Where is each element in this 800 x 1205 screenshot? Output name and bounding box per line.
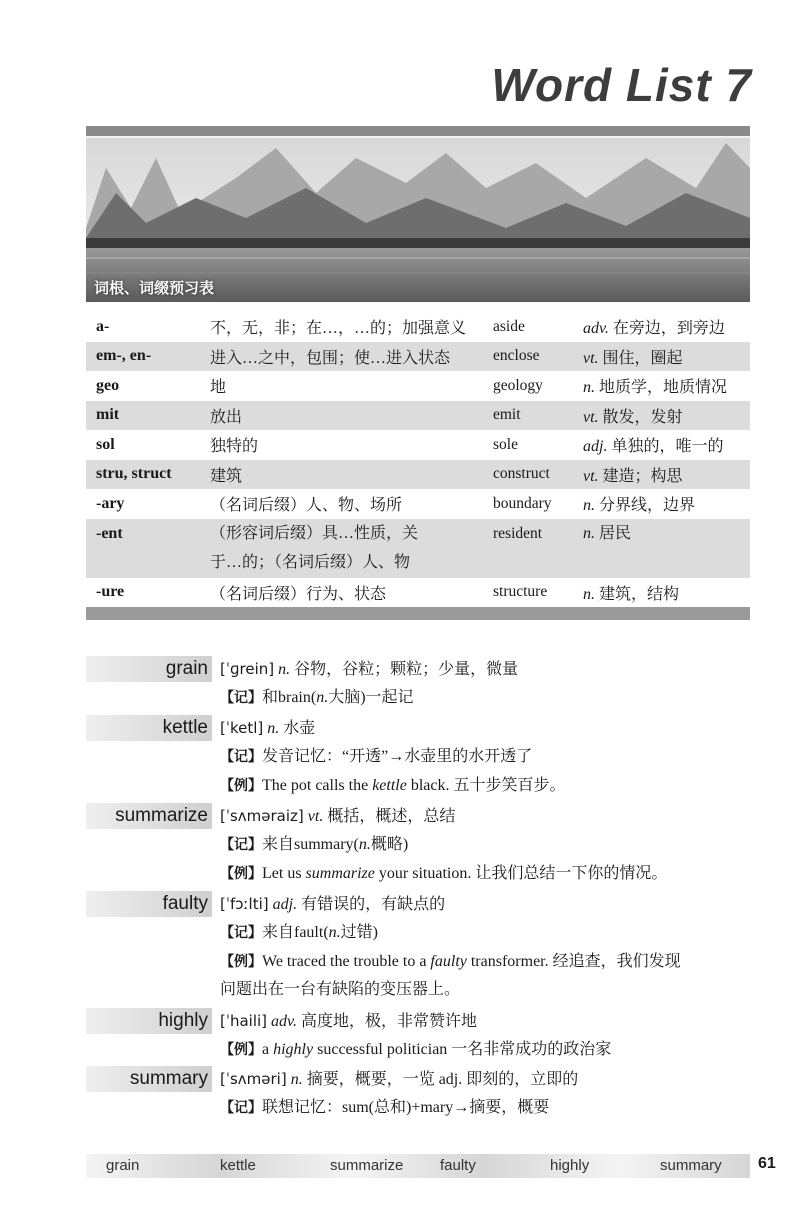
entry-definition bbox=[220, 891, 445, 918]
footer-word: summarize bbox=[330, 1157, 404, 1174]
note-text: 联想记忆：sum(总和)+mary→摘要，概要 bbox=[262, 1099, 550, 1116]
note-tag: 【记】 bbox=[220, 925, 262, 941]
def-text: 水壶 bbox=[283, 720, 316, 737]
root-cell: em-, en- bbox=[86, 342, 206, 372]
entry-example bbox=[220, 1037, 611, 1063]
table-row bbox=[86, 371, 750, 401]
headword: kettle bbox=[86, 715, 212, 741]
example-text: We traced the trouble to a bbox=[262, 953, 431, 970]
table-row bbox=[86, 578, 750, 608]
example-tag: 【例】 bbox=[220, 1042, 262, 1058]
pos-label: adj. bbox=[583, 438, 608, 456]
note-text: 发音记忆：“开透”→水壶里的水开透了 bbox=[262, 748, 533, 765]
entry-definition bbox=[220, 1066, 578, 1093]
pos-label: adj. bbox=[272, 896, 298, 913]
example-word-cell: sole bbox=[493, 435, 518, 453]
example-word-cell: aside bbox=[493, 317, 525, 335]
example-def-cell bbox=[579, 460, 750, 490]
entry-note bbox=[220, 832, 408, 858]
table-row bbox=[86, 519, 750, 578]
pos-label: vt. bbox=[307, 808, 324, 825]
example-word-cell: emit bbox=[489, 401, 579, 431]
def-text: 居民 bbox=[599, 524, 632, 542]
def-text: 摘要，概要，一览 adj. 即刻的，立即的 bbox=[306, 1071, 579, 1088]
def-text: 单独的，唯一的 bbox=[611, 438, 724, 456]
table-row bbox=[86, 460, 750, 490]
table-row bbox=[86, 312, 750, 342]
example-word-cell: enclose bbox=[489, 342, 579, 372]
footer-word-strip bbox=[86, 1154, 750, 1178]
example-italic: faulty bbox=[430, 953, 467, 970]
headword: highly bbox=[86, 1008, 212, 1034]
def-text: 在旁边，到旁边 bbox=[612, 320, 725, 338]
root-cell: mit bbox=[86, 401, 206, 431]
root-cell: stru, struct bbox=[86, 460, 206, 490]
pos-label: n. bbox=[278, 661, 291, 678]
example-text: a bbox=[262, 1041, 274, 1058]
example-def-cell bbox=[579, 430, 750, 460]
pos-label: adv. bbox=[271, 1013, 297, 1030]
pos-label: vt. bbox=[583, 408, 599, 426]
note-text: 来自fault( bbox=[262, 924, 329, 941]
word-entry bbox=[86, 1066, 750, 1122]
phonetic: [ˈhaili] bbox=[220, 1012, 268, 1030]
headword: summarize bbox=[86, 803, 212, 829]
note-italic: n. bbox=[328, 924, 341, 941]
example-word-cell: geology bbox=[493, 376, 543, 394]
root-meaning-cell: 放出 bbox=[206, 401, 489, 431]
example-def-cell bbox=[579, 578, 750, 608]
note-text: 大脑)一起记 bbox=[328, 689, 414, 706]
root-meaning-cell: （名词后缀）行为、状态 bbox=[210, 585, 387, 603]
table-row bbox=[86, 430, 750, 460]
example-italic: highly bbox=[273, 1041, 314, 1058]
pos-label: adv. bbox=[583, 320, 609, 338]
example-text: black. 五十步笑百步。 bbox=[406, 777, 566, 794]
note-text: 过错) bbox=[340, 924, 378, 941]
note-italic: n. bbox=[316, 689, 329, 706]
example-text: your situation. 让我们总结一下你的情况。 bbox=[374, 865, 668, 882]
def-text: 散发，发射 bbox=[602, 408, 683, 426]
note-text: 和brain( bbox=[262, 689, 317, 706]
headword: faulty bbox=[86, 891, 212, 917]
root-meaning-cell: （名词后缀）人、物、场所 bbox=[210, 497, 403, 515]
def-text: 建造；构思 bbox=[602, 467, 683, 485]
footer-word: kettle bbox=[220, 1157, 256, 1174]
example-tag: 【例】 bbox=[220, 954, 262, 970]
entry-note bbox=[220, 685, 414, 711]
def-text: 谷物，谷粒；颗粒；少量，微量 bbox=[294, 661, 519, 678]
example-text: transformer. 经追查，我们发现 bbox=[466, 953, 681, 970]
entry-note bbox=[220, 744, 532, 770]
table-bottom-bar bbox=[86, 607, 750, 620]
example-def-cell bbox=[579, 519, 750, 578]
page-title: Word List 7 bbox=[491, 59, 752, 111]
note-tag: 【记】 bbox=[220, 690, 262, 706]
word-entry bbox=[86, 715, 750, 799]
def-text: 高度地，极，非常赞许地 bbox=[300, 1013, 477, 1030]
footer-word: faulty bbox=[440, 1157, 476, 1174]
phonetic: [ˈsʌməri] bbox=[220, 1070, 287, 1088]
example-def-cell bbox=[579, 371, 750, 401]
note-italic: n. bbox=[358, 836, 371, 853]
def-text: 有错误的，有缺点的 bbox=[301, 896, 446, 913]
pos-label: vt. bbox=[583, 349, 599, 367]
word-entry bbox=[86, 656, 750, 712]
root-meaning-cell: 独特的 bbox=[210, 438, 259, 456]
root-cell: -ent bbox=[86, 519, 206, 578]
word-entry bbox=[86, 891, 750, 1004]
root-meaning-cell: 不，无，非；在…，…的；加强意义 bbox=[210, 320, 467, 338]
example-def-cell bbox=[579, 489, 750, 519]
def-text: 围住，圈起 bbox=[602, 349, 683, 367]
example-italic: summarize bbox=[305, 865, 375, 882]
footer-word: highly bbox=[550, 1157, 590, 1174]
pos-label: n. bbox=[583, 585, 595, 603]
phonetic: [ˈketl] bbox=[220, 719, 264, 737]
root-cell: -ure bbox=[96, 583, 125, 601]
note-tag: 【记】 bbox=[220, 837, 262, 853]
landscape-banner bbox=[86, 126, 750, 302]
entry-example bbox=[220, 861, 667, 887]
pos-label: n. bbox=[583, 497, 595, 515]
example-word-cell: structure bbox=[493, 583, 548, 601]
pos-label: n. bbox=[583, 524, 595, 542]
example-word-cell: construct bbox=[489, 460, 579, 490]
root-meaning-cell: 进入…之中，包围；使…进入状态 bbox=[206, 342, 489, 372]
note-tag: 【记】 bbox=[220, 1100, 262, 1116]
example-text: successful politician 一名非常成功的政治家 bbox=[313, 1041, 612, 1058]
entry-definition bbox=[220, 715, 315, 742]
entry-definition bbox=[220, 1008, 477, 1035]
example-def-cell bbox=[579, 342, 750, 372]
root-meaning-cell: 地 bbox=[210, 379, 227, 397]
entry-definition bbox=[220, 656, 518, 683]
example-def-cell bbox=[579, 312, 750, 342]
meaning-line: 于…的；（名词后缀）人、物 bbox=[210, 554, 411, 571]
note-text: 概略) bbox=[370, 836, 409, 853]
footer-word: grain bbox=[106, 1157, 140, 1174]
example-word-cell: resident bbox=[489, 519, 579, 578]
table-row bbox=[86, 489, 750, 519]
banner-label: 词根、词缀预习表 bbox=[94, 279, 215, 297]
phonetic: [ˈɡrein] bbox=[220, 660, 275, 678]
table-row bbox=[86, 342, 750, 372]
example-word-cell: boundary bbox=[493, 494, 552, 512]
phonetic: [ˈsʌməraiz] bbox=[220, 807, 304, 825]
headword: summary bbox=[86, 1066, 212, 1092]
headword: grain bbox=[86, 656, 212, 682]
table-row bbox=[86, 401, 750, 431]
root-cell: geo bbox=[96, 376, 120, 394]
note-tag: 【记】 bbox=[220, 749, 262, 765]
def-text: 分界线，边界 bbox=[599, 497, 696, 515]
footer-word: summary bbox=[660, 1157, 722, 1174]
page-number: 61 bbox=[758, 1155, 776, 1172]
example-tag: 【例】 bbox=[220, 866, 262, 882]
entry-example bbox=[220, 773, 565, 799]
def-text: 地质学，地质情况 bbox=[599, 379, 728, 397]
example-italic: kettle bbox=[372, 777, 407, 794]
entry-example bbox=[220, 949, 681, 975]
note-text: 来自summary( bbox=[262, 836, 359, 853]
entry-note bbox=[220, 920, 378, 946]
example-text: The pot calls the bbox=[262, 777, 373, 794]
root-meaning-cell: 建筑 bbox=[206, 460, 489, 490]
entry-example-continued: 问题出在一台有缺陷的变压器上。 bbox=[220, 981, 461, 998]
root-cell: -ary bbox=[96, 494, 125, 512]
example-text: Let us bbox=[262, 865, 306, 882]
pos-label: n. bbox=[267, 720, 280, 737]
def-text: 概括，概述，总结 bbox=[327, 808, 456, 825]
pos-label: n. bbox=[583, 379, 595, 397]
root-meaning-cell bbox=[206, 519, 489, 578]
pos-label: n. bbox=[290, 1071, 303, 1088]
roots-table bbox=[86, 312, 750, 607]
word-entry bbox=[86, 803, 750, 887]
phonetic: [ˈfɔːlti] bbox=[220, 895, 269, 913]
word-entry bbox=[86, 1008, 750, 1064]
example-tag: 【例】 bbox=[220, 778, 262, 794]
root-cell: a- bbox=[96, 317, 110, 335]
def-text: 建筑，结构 bbox=[599, 585, 680, 603]
entry-note bbox=[220, 1095, 549, 1121]
entry-definition bbox=[220, 803, 455, 830]
meaning-line: （形容词后缀）具…性质，关 bbox=[210, 524, 419, 542]
example-def-cell bbox=[579, 401, 750, 431]
root-cell: sol bbox=[96, 435, 115, 453]
pos-label: vt. bbox=[583, 467, 599, 485]
